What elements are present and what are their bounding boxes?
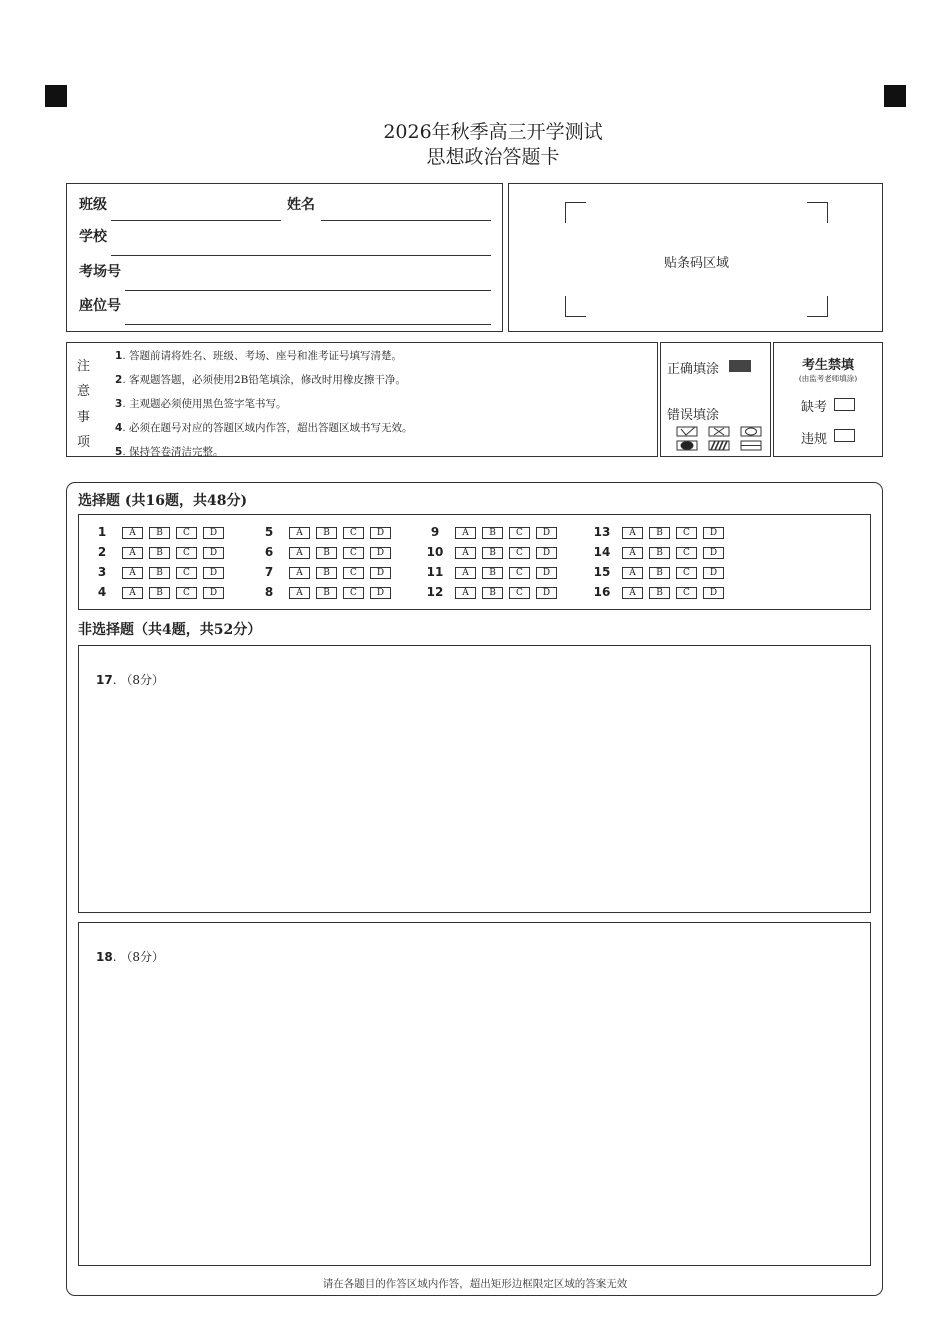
wrong-fill-label: 错误填涂 bbox=[667, 408, 720, 423]
option-bubble-a[interactable]: A bbox=[289, 567, 310, 579]
notice-item: 2. 客观题答题，必须使用2B铅笔填涂，修改时用橡皮擦干净。 bbox=[115, 374, 406, 386]
correct-fill-label: 正确填涂 bbox=[667, 362, 720, 377]
violation-checkbox[interactable] bbox=[834, 429, 855, 442]
option-bubble-a[interactable]: A bbox=[455, 527, 476, 539]
corner-mark-top-right bbox=[807, 202, 828, 223]
option-bubble-d[interactable]: D bbox=[536, 547, 557, 559]
question-number: 5 bbox=[264, 525, 274, 539]
option-bubble-d[interactable]: D bbox=[536, 527, 557, 539]
option-bubble-a[interactable]: A bbox=[289, 547, 310, 559]
school-label: 学校 bbox=[79, 229, 107, 245]
question-number: 3 bbox=[97, 565, 107, 579]
fill-example-box bbox=[660, 342, 771, 457]
option-bubble-d[interactable]: D bbox=[370, 567, 391, 579]
option-bubble-c[interactable]: C bbox=[176, 587, 197, 599]
option-bubble-c[interactable]: C bbox=[343, 547, 364, 559]
option-bubble-b[interactable]: B bbox=[316, 587, 337, 599]
class-field[interactable] bbox=[111, 220, 281, 221]
exam-room-field[interactable] bbox=[125, 290, 491, 291]
notice-side-char: 事 bbox=[77, 410, 91, 425]
question-number: 14 bbox=[593, 545, 611, 559]
seat-field[interactable] bbox=[125, 324, 491, 325]
correct-fill-sample bbox=[729, 360, 751, 372]
positioning-marker-right bbox=[884, 85, 906, 107]
option-bubble-c[interactable]: C bbox=[176, 567, 197, 579]
option-bubble-d[interactable]: D bbox=[370, 547, 391, 559]
question-number: 13 bbox=[593, 525, 611, 539]
option-bubble-b[interactable]: B bbox=[482, 567, 503, 579]
option-bubble-a[interactable]: A bbox=[455, 567, 476, 579]
option-bubble-b[interactable]: B bbox=[149, 587, 170, 599]
notice-item: 4. 必须在题号对应的答题区域内作答，超出答题区域书写无效。 bbox=[115, 422, 413, 434]
question-number: 15 bbox=[593, 565, 611, 579]
option-bubble-a[interactable]: A bbox=[455, 587, 476, 599]
option-bubble-d[interactable]: D bbox=[703, 587, 724, 599]
question-number: 11 bbox=[426, 565, 444, 579]
school-field[interactable] bbox=[111, 255, 491, 256]
exam-subtitle: 思想政治答题卡 bbox=[426, 146, 560, 168]
notice-side-char: 项 bbox=[77, 435, 91, 450]
barcode-label: 贴条码区域 bbox=[663, 256, 729, 271]
name-label: 姓名 bbox=[287, 197, 315, 213]
question-number: 9 bbox=[430, 525, 440, 539]
option-bubble-c[interactable]: C bbox=[343, 567, 364, 579]
option-bubble-d[interactable]: D bbox=[703, 567, 724, 579]
positioning-marker-left bbox=[45, 85, 67, 107]
option-bubble-c[interactable]: C bbox=[509, 587, 530, 599]
option-bubble-c[interactable]: C bbox=[509, 547, 530, 559]
absent-label: 缺考 bbox=[801, 400, 828, 415]
corner-mark-top-left bbox=[565, 202, 586, 223]
option-bubble-c[interactable]: C bbox=[676, 587, 697, 599]
corner-mark-bottom-left bbox=[565, 296, 586, 317]
barcode-area bbox=[508, 183, 883, 332]
exam-room-label: 考场号 bbox=[79, 264, 121, 280]
option-bubble-c[interactable]: C bbox=[343, 527, 364, 539]
question-18-label: 18. （8分） bbox=[96, 950, 164, 964]
option-bubble-d[interactable]: D bbox=[370, 587, 391, 599]
option-bubble-a[interactable]: A bbox=[122, 567, 143, 579]
option-bubble-b[interactable]: B bbox=[649, 587, 670, 599]
option-bubble-c[interactable]: C bbox=[176, 527, 197, 539]
option-bubble-a[interactable]: A bbox=[455, 547, 476, 559]
question-number: 4 bbox=[97, 585, 107, 599]
notice-item: 5. 保持答卷清洁完整。 bbox=[115, 446, 224, 458]
violation-label: 违规 bbox=[801, 432, 828, 447]
subjective-section-title: 非选择题（共4题，共52分） bbox=[78, 622, 262, 638]
option-bubble-c[interactable]: C bbox=[176, 547, 197, 559]
notice-item: 3. 主观题必须使用黑色签字笔书写。 bbox=[115, 398, 287, 410]
option-bubble-b[interactable]: B bbox=[316, 547, 337, 559]
option-bubble-d[interactable]: D bbox=[370, 527, 391, 539]
notice-item: 1. 答题前请将姓名、班级、考场、座号和准考证号填写清楚。 bbox=[115, 350, 402, 362]
question-17-label: 17. （8分） bbox=[96, 673, 164, 687]
option-bubble-a[interactable]: A bbox=[622, 567, 643, 579]
wrong-fill-samples bbox=[675, 426, 767, 452]
option-bubble-b[interactable]: B bbox=[316, 527, 337, 539]
question-number: 16 bbox=[593, 585, 611, 599]
class-label: 班级 bbox=[79, 197, 107, 213]
option-bubble-d[interactable]: D bbox=[703, 547, 724, 559]
option-bubble-b[interactable]: B bbox=[482, 587, 503, 599]
option-bubble-b[interactable]: B bbox=[149, 547, 170, 559]
absent-checkbox[interactable] bbox=[834, 398, 855, 411]
option-bubble-c[interactable]: C bbox=[509, 527, 530, 539]
option-bubble-a[interactable]: A bbox=[289, 527, 310, 539]
examinee-forbidden-title: 考生禁填 bbox=[801, 358, 854, 373]
corner-mark-bottom-right bbox=[807, 296, 828, 317]
answer-box-18[interactable] bbox=[78, 922, 871, 1266]
exam-title: 2026年秋季高三开学测试 bbox=[383, 121, 603, 143]
student-info-box bbox=[66, 183, 503, 332]
mcq-section-title: 选择题 (共16题，共48分) bbox=[78, 493, 248, 509]
option-bubble-c[interactable]: C bbox=[676, 567, 697, 579]
option-bubble-b[interactable]: B bbox=[649, 547, 670, 559]
question-number: 6 bbox=[264, 545, 274, 559]
name-field[interactable] bbox=[321, 220, 491, 221]
question-number: 12 bbox=[426, 585, 444, 599]
question-number: 8 bbox=[264, 585, 274, 599]
option-bubble-d[interactable]: D bbox=[536, 567, 557, 579]
option-bubble-d[interactable]: D bbox=[203, 567, 224, 579]
option-bubble-a[interactable]: A bbox=[122, 547, 143, 559]
option-bubble-c[interactable]: C bbox=[343, 587, 364, 599]
option-bubble-a[interactable]: A bbox=[622, 587, 643, 599]
option-bubble-a[interactable]: A bbox=[622, 527, 643, 539]
footer-note: 请在各题目的作答区域内作答，超出矩形边框限定区域的答案无效 bbox=[322, 1278, 628, 1290]
question-number: 10 bbox=[426, 545, 444, 559]
option-bubble-b[interactable]: B bbox=[482, 527, 503, 539]
seat-label: 座位号 bbox=[79, 298, 121, 314]
option-bubble-d[interactable]: D bbox=[203, 587, 224, 599]
option-bubble-b[interactable]: B bbox=[149, 567, 170, 579]
option-bubble-d[interactable]: D bbox=[203, 547, 224, 559]
notice-side-char: 注 bbox=[77, 359, 91, 374]
answer-box-17[interactable] bbox=[78, 645, 871, 913]
question-number: 1 bbox=[97, 525, 107, 539]
option-bubble-b[interactable]: B bbox=[649, 527, 670, 539]
notice-side-char: 意 bbox=[77, 384, 91, 399]
option-bubble-a[interactable]: A bbox=[122, 527, 143, 539]
option-bubble-b[interactable]: B bbox=[649, 567, 670, 579]
question-number: 7 bbox=[264, 565, 274, 579]
notice-side-label bbox=[67, 343, 99, 456]
option-bubble-a[interactable]: A bbox=[122, 587, 143, 599]
option-bubble-d[interactable]: D bbox=[536, 587, 557, 599]
option-bubble-a[interactable]: A bbox=[622, 547, 643, 559]
examinee-forbidden-subtitle: (由监考老师填涂) bbox=[798, 374, 858, 383]
question-number: 2 bbox=[97, 545, 107, 559]
option-bubble-b[interactable]: B bbox=[482, 547, 503, 559]
option-bubble-c[interactable]: C bbox=[676, 527, 697, 539]
option-bubble-c[interactable]: C bbox=[676, 547, 697, 559]
examinee-forbidden-box bbox=[773, 342, 883, 457]
option-bubble-d[interactable]: D bbox=[703, 527, 724, 539]
option-bubble-b[interactable]: B bbox=[149, 527, 170, 539]
option-bubble-c[interactable]: C bbox=[509, 567, 530, 579]
option-bubble-d[interactable]: D bbox=[203, 527, 224, 539]
option-bubble-b[interactable]: B bbox=[316, 567, 337, 579]
option-bubble-a[interactable]: A bbox=[289, 587, 310, 599]
